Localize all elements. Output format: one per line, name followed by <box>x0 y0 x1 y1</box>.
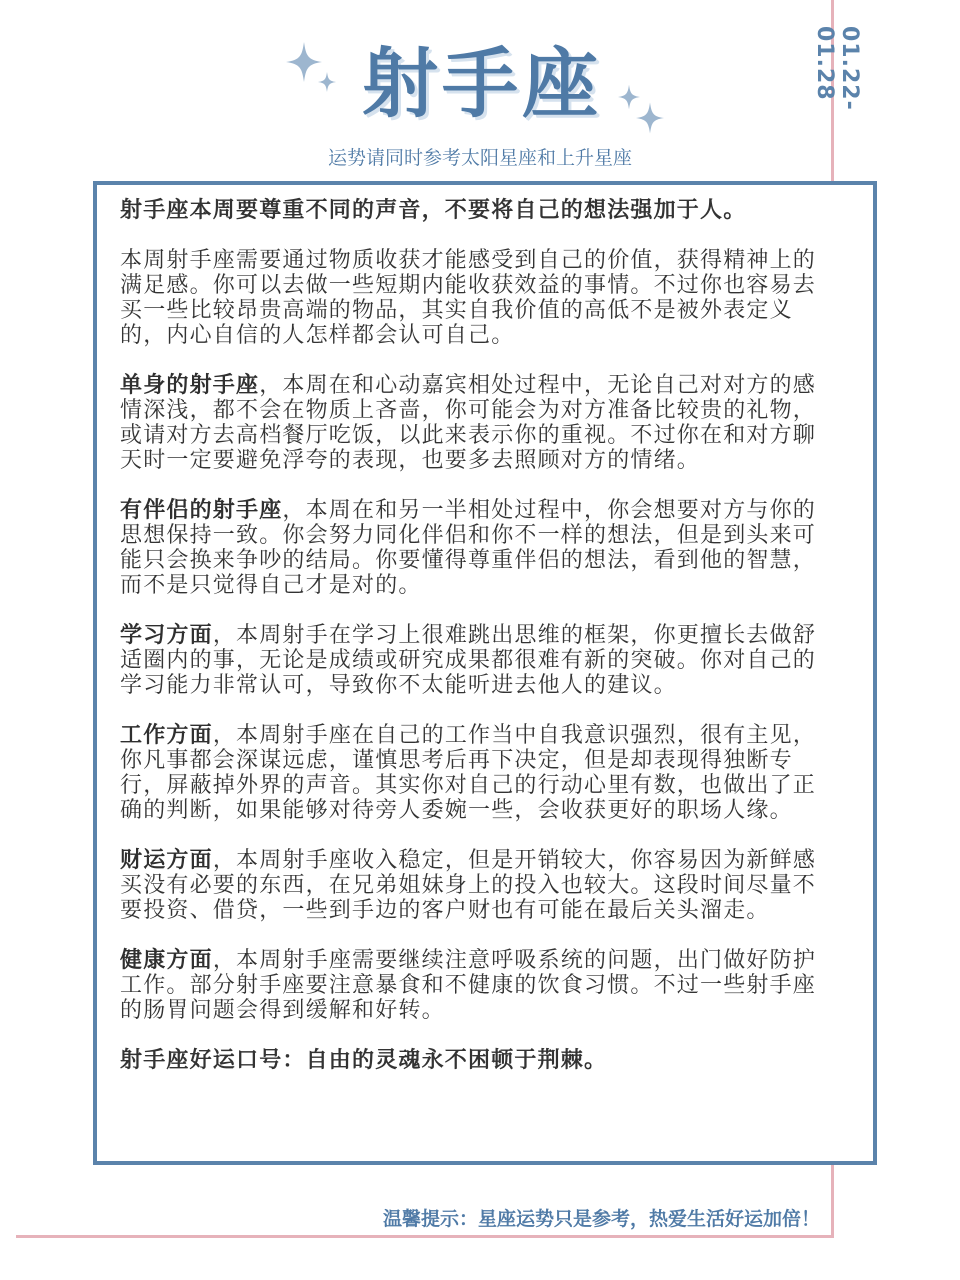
section-work <box>120 723 820 823</box>
section-single <box>120 373 820 473</box>
section-text: ，本周射手座需要继续注意呼吸系统的问题，出门做好防护工作。部分射手座要注意暴食和不健康的饮食习惯。不过一些射手座的肠胃问题会得到缓解和好转。 <box>120 948 817 1023</box>
section-heading: 工作方面 <box>120 723 213 748</box>
section-couple <box>120 498 820 598</box>
section-health <box>120 948 820 1023</box>
section-text: ，本周射手座在自己的工作当中自我意识强烈，很有主见，你凡事都会深谋远虑，谨慎思考后再下决定，但是却表现得独断专行，屏蔽掉外界的声音。其实你对自己的行动心里有数，也做出了正确的判断，如果能够对待旁人委婉一些，会收获更好的职场人缘。 <box>120 723 817 823</box>
sparkle-icon-large-left <box>286 42 322 82</box>
section-heading: 有伴侣的射手座 <box>120 498 283 523</box>
sparkle-icon-large-right <box>636 102 664 134</box>
section-text: ，本周在和心动嘉宾相处过程中，无论自己对对方的感情深浅，都不会在物质上吝啬，你可能会为对方准备比较贵的礼物，或请对方去高档餐厅吃饭，以此来表示你的重视。不过你在和对方聊天时一定要避免浮夸的表现，也要多去照顾对方的情绪。 <box>120 373 817 473</box>
sparkle-icon-small-left <box>318 72 336 92</box>
lucky-slogan: 射手座好运口号：自由的灵魂永不困顿于荆棘。 <box>120 1048 608 1073</box>
section-study <box>120 623 820 698</box>
section-heading: 财运方面 <box>120 848 213 873</box>
intro-paragraph: 本周射手座需要通过物质收获才能感受到自己的价值，获得精神上的满足感。你可以去做一些短期内能收获效益的事情。不过你也容易去买一些比较昂贵高端的物品，其实自我价值的高低不是被外表定义的，内心自信的人怎样都会认可自己。 <box>120 248 817 348</box>
section-wealth <box>120 848 820 923</box>
section-heading: 学习方面 <box>120 623 213 648</box>
horoscope-content <box>120 192 820 1098</box>
section-text: ，本周在和另一半相处过程中，你会想要对方与你的思想保持一致。你会努力同化伴侣和你不一样的想法，但是到头来可能只会换来争吵的结局。你要懂得尊重伴侣的想法，看到他的智慧，而不是只觉得自己才是对的。 <box>120 498 817 598</box>
page-subtitle: 运势请同时参考太阳星座和上升星座 <box>327 147 632 169</box>
pink-horizontal-line <box>16 1235 834 1238</box>
section-heading: 健康方面 <box>120 948 213 973</box>
section-text: ，本周射手在学习上很难跳出思维的框架，你更擅长去做舒适圈内的事，无论是成绩或研究成果都很难有新的突破。你对自己的学习能力非常认可，导致你不太能听进去他人的建议。 <box>120 623 817 698</box>
section-text: ，本周射手座收入稳定，但是开销较大，你容易因为新鲜感买没有必要的东西，在兄弟姐妹身上的投入也较大。这段时间尽量不要投资、借贷，一些到手边的客户财也有可能在最后关头溜走。 <box>120 848 817 923</box>
date-range: 01.22-01.28 <box>812 26 862 111</box>
section-heading: 单身的射手座 <box>120 373 260 398</box>
lead-sentence: 射手座本周要尊重不同的声音，不要将自己的想法强加于人。 <box>120 198 747 223</box>
page-title: 射手座 <box>362 39 602 128</box>
footer-tip: 温馨提示：星座运势只是参考，热爱生活好运加倍！ <box>382 1208 820 1230</box>
